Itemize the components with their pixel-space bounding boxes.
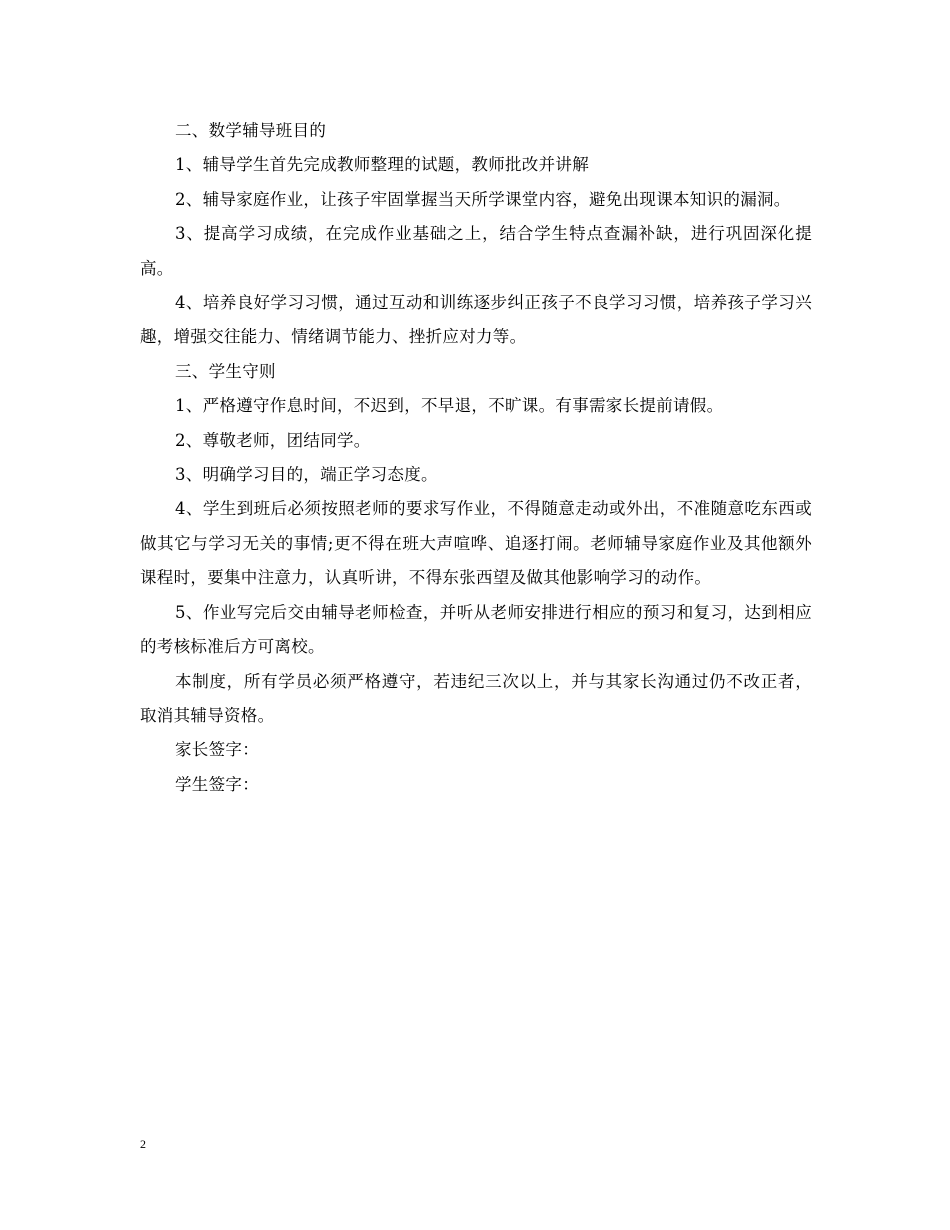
student-signature-label: 学生签字： <box>175 774 259 794</box>
rule-item-5: 5、作业写完后交由辅导老师检查，并听从老师安排进行相应的预习和复习，达到相应的考核标准后方可离校。 <box>140 602 812 657</box>
document-body <box>140 114 812 802</box>
policy-statement: 本制度，所有学员必须严格遵守，若违纪三次以上，并与其家长沟通过仍不改正者，取消其辅导资格。 <box>140 671 812 725</box>
purpose-item-4: 4、培养良好学习习惯，通过互动和训练逐步纠正孩子不良学习习惯，培养孩子学习兴趣，增强交往能力、情绪调节能力、挫折应对力等。 <box>140 293 812 347</box>
purpose-item-2: 2、辅导家庭作业，让孩子牢固掌握当天所学课堂内容，避免出现课本知识的漏洞。 <box>175 189 791 209</box>
rule-item-1: 1、严格遵守作息时间，不迟到，不早退，不旷课。有事需家长提前请假。 <box>175 396 724 416</box>
parent-signature-label: 家长签字： <box>175 740 259 760</box>
page-number: 2 <box>140 1137 146 1151</box>
rule-item-3: 3、明确学习目的，端正学习态度。 <box>175 465 438 485</box>
rule-item-4: 4、学生到班后必须按照老师的要求写作业，不得随意走动或外出，不准随意吃东西或做其它与学习无关的事情;更不得在班大声喧哗、追逐打闹。老师辅导家庭作业及其他额外课程时，要集中注意力，认真听讲，不得东张西望及做其他影响学习的动作。 <box>140 499 812 588</box>
rule-item-2: 2、尊敬老师，团结同学。 <box>175 430 371 450</box>
purpose-item-1: 1、辅导学生首先完成教师整理的试题，教师批改并讲解 <box>175 155 589 175</box>
section-heading-rules: 三、学生守则 <box>175 361 276 381</box>
purpose-item-3: 3、提高学习成绩，在完成作业基础之上，结合学生特点查漏补缺，进行巩固深化提高。 <box>140 224 812 278</box>
section-heading-purpose: 二、数学辅导班目的 <box>175 121 327 140</box>
